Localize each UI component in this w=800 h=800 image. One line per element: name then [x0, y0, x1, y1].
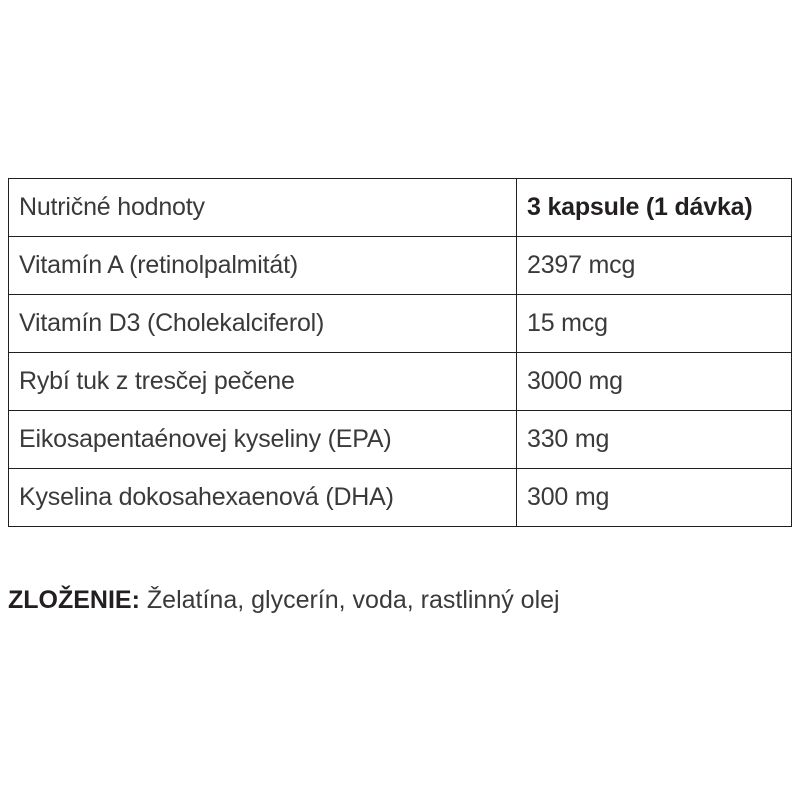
nutrient-value: 15 mcg [517, 295, 792, 353]
nutrient-name: Eikosapentaénovej kyseliny (EPA) [9, 411, 517, 469]
table-row [9, 411, 792, 469]
nutrient-value: 300 mg [517, 469, 792, 527]
ingredients-value: Želatína, glycerín, voda, rastlinný olej [146, 586, 560, 614]
nutrient-name: Kyselina dokosahexaenová (DHA) [9, 469, 517, 527]
nutrient-name: Vitamín A (retinolpalmitát) [9, 237, 517, 295]
nutrition-facts-table [8, 178, 792, 527]
table-row [9, 237, 792, 295]
table-header-row [9, 179, 792, 237]
nutrient-value: 330 mg [517, 411, 792, 469]
table-row [9, 353, 792, 411]
nutrient-value: 3000 mg [517, 353, 792, 411]
header-cell-serving: 3 kapsule (1 dávka) [517, 179, 792, 237]
nutrient-name: Rybí tuk z tresčej pečene [9, 353, 517, 411]
nutrient-value: 2397 mcg [517, 237, 792, 295]
nutrition-table-container [8, 178, 792, 527]
table-row [9, 295, 792, 353]
ingredients-line [8, 585, 792, 615]
ingredients-label: ZLOŽENIE: [8, 586, 140, 614]
nutrient-name: Vitamín D3 (Cholekalciferol) [9, 295, 517, 353]
header-cell-name: Nutričné hodnoty [9, 179, 517, 237]
table-row [9, 469, 792, 527]
